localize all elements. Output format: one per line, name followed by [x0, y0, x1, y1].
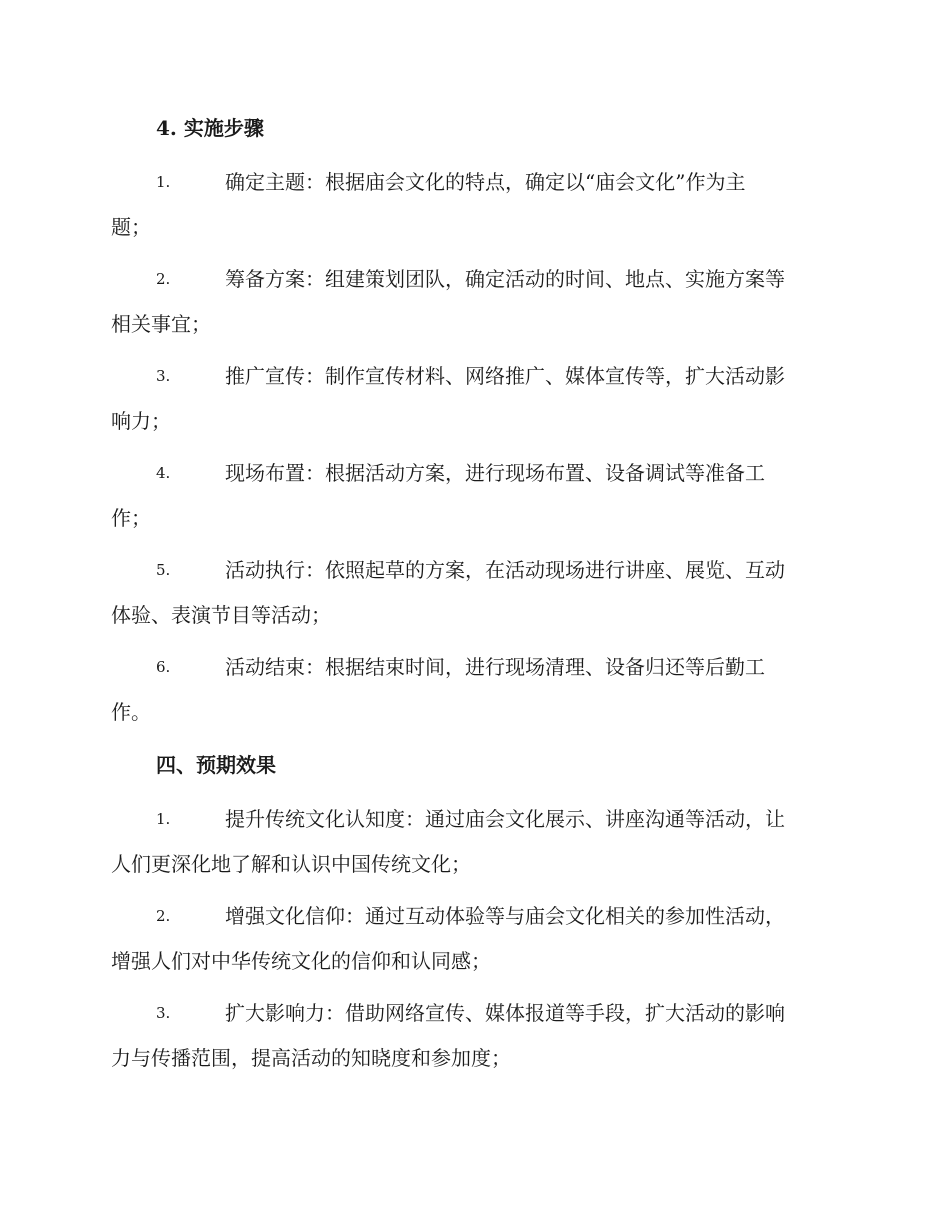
list-item: [111, 797, 836, 887]
list-item-text: 扩大影响力：借助网络宣传、媒体报道等手段，扩大活动的影响: [225, 1001, 785, 1025]
list-item-text-continued: 体验、表演节目等活动；: [111, 603, 331, 627]
list-item-text-continued: 相关事宜；: [111, 312, 211, 336]
list-item-text-continued: 力与传播范围，提高活动的知晓度和参加度；: [111, 1046, 511, 1070]
list-item-text: 确定主题：根据庙会文化的特点，确定以“庙会文化”作为主: [225, 170, 746, 194]
list-item-number: 3.: [156, 1004, 171, 1022]
list-item: [111, 645, 836, 735]
section-heading-steps: 4. 实施步骤: [156, 116, 264, 140]
list-item: [111, 451, 836, 541]
list-item: [111, 991, 836, 1081]
list-item-text: 活动执行：依照起草的方案，在活动现场进行讲座、展览、互动: [225, 558, 785, 582]
list-item-text: 活动结束：根据结束时间，进行现场清理、设备归还等后勤工: [225, 655, 765, 679]
list-item-number: 3.: [156, 367, 171, 385]
list-item-text-continued: 题；: [111, 215, 151, 239]
list-item-number: 1.: [156, 810, 171, 828]
list-item-text: 推广宣传：制作宣传材料、网络推广、媒体宣传等，扩大活动影: [225, 364, 785, 388]
list-item-number: 1.: [156, 173, 171, 191]
list-item-text-continued: 增强人们对中华传统文化的信仰和认同感；: [111, 949, 491, 973]
list-item-text: 筹备方案：组建策划团队，确定活动的时间、地点、实施方案等: [225, 267, 785, 291]
list-item: [111, 354, 836, 444]
list-item-number: 5.: [156, 561, 171, 579]
list-item: [111, 548, 836, 638]
list-item: [111, 257, 836, 347]
list-item: [111, 894, 836, 984]
list-item: [111, 160, 836, 250]
list-item-text-continued: 响力；: [111, 409, 171, 433]
section-heading-effects: 四、预期效果: [156, 753, 276, 777]
list-item-text-continued: 作。: [111, 700, 151, 724]
list-item-text-continued: 人们更深化地了解和认识中国传统文化；: [111, 852, 471, 876]
list-item-number: 6.: [156, 658, 171, 676]
list-item-number: 4.: [156, 464, 171, 482]
list-item-text: 增强文化信仰：通过互动体验等与庙会文化相关的参加性活动，: [225, 904, 785, 928]
list-item-text: 现场布置：根据活动方案，进行现场布置、设备调试等准备工: [225, 461, 765, 485]
list-item-text: 提升传统文化认知度：通过庙会文化展示、讲座沟通等活动，让: [225, 807, 785, 831]
list-item-number: 2.: [156, 907, 171, 925]
list-item-text-continued: 作；: [111, 506, 151, 530]
list-item-number: 2.: [156, 270, 171, 288]
